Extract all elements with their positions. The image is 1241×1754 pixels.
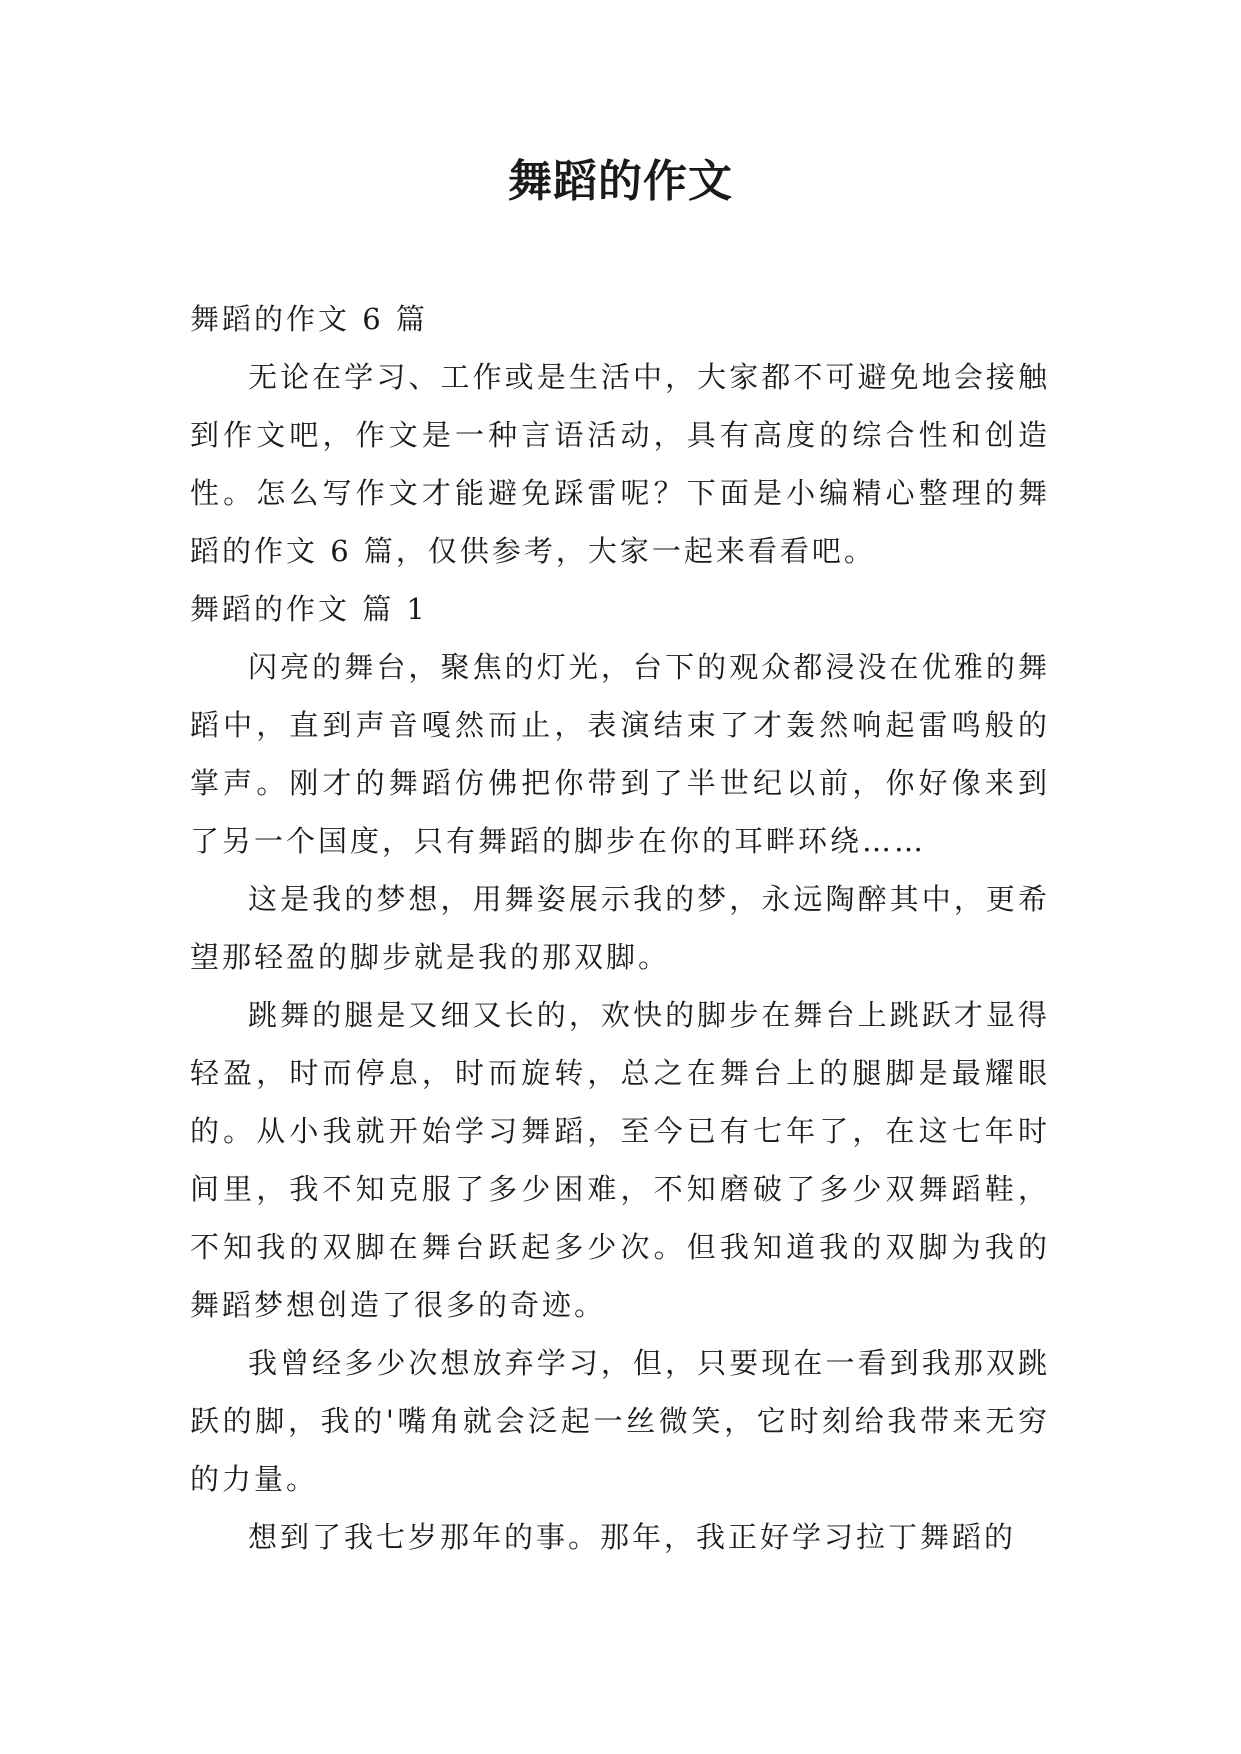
document-title: 舞蹈的作文: [508, 156, 733, 207]
document-subtitle: 舞蹈的作文 6 篇: [190, 302, 428, 336]
body-paragraph: 我曾经多少次想放弃学习，但，只要现在一看到我那双跳跃的脚，我的'嘴角就会泛起一丝微笑，它时刻给我带来无穷的力量。: [190, 1346, 1050, 1496]
body-paragraph: 跳舞的腿是又细又长的，欢快的脚步在舞台上跳跃才显得轻盈，时而停息，时而旋转，总之在舞台上的腿脚是最耀眼的。从小我就开始学习舞蹈，至今已有七年了，在这七年时间里，我不知克服了多少困难，不知磨破了多少双舞蹈鞋，不知我的双脚在舞台跃起多少次。但我知道我的双脚为我的舞蹈梦想创造了很多的奇迹。: [190, 998, 1050, 1322]
document-body: [190, 290, 1050, 1566]
body-paragraph: 想到了我七岁那年的事。那年，我正好学习拉丁舞蹈的: [248, 1520, 1017, 1554]
body-paragraph: 这是我的梦想，用舞姿展示我的梦，永远陶醉其中，更希望那轻盈的脚步就是我的那双脚。: [190, 882, 1050, 974]
body-paragraph: 闪亮的舞台，聚焦的灯光，台下的观众都浸没在优雅的舞蹈中，直到声音嘎然而止，表演结束了才轰然响起雷鸣般的掌声。刚才的舞蹈仿佛把你带到了半世纪以前，你好像来到了另一个国度，只有舞蹈的脚步在你的耳畔环绕……: [190, 650, 1050, 858]
section-heading: 舞蹈的作文 篇 1: [190, 592, 428, 626]
intro-paragraph: 无论在学习、工作或是生活中，大家都不可避免地会接触到作文吧，作文是一种言语活动，具有高度的综合性和创造性。怎么写作文才能避免踩雷呢？下面是小编精心整理的舞蹈的作文 6 篇，仅供参考，大家一起来看看吧。: [190, 360, 1050, 568]
